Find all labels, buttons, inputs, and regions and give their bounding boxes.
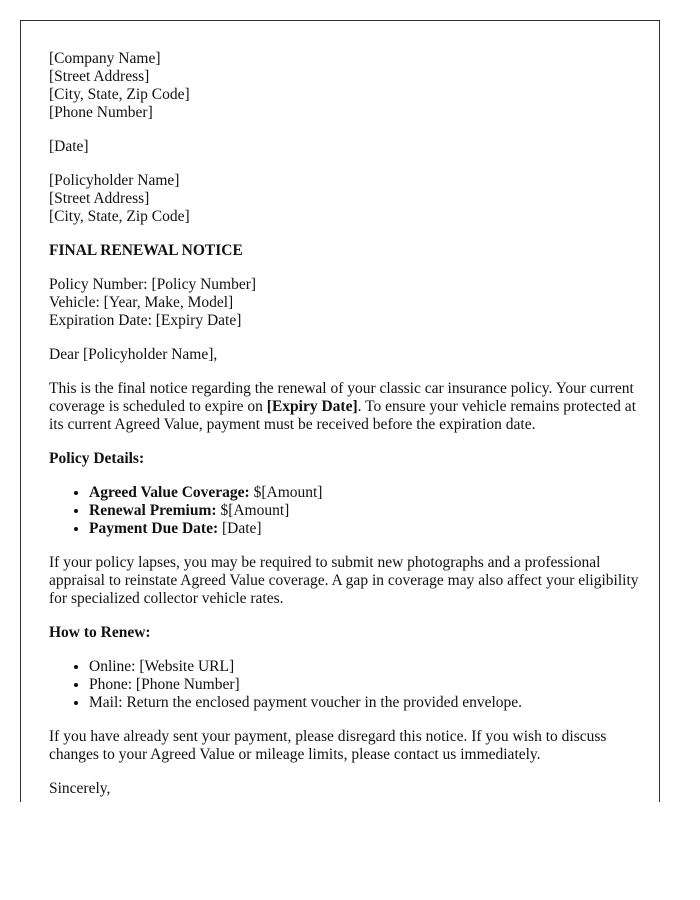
sender-address: [49, 50, 639, 122]
lapse-paragraph: If your policy lapses, you may be required to submit new photographs and a professional appraisal to reinstate Agreed Value coverage. A gap in coverage may also affect your eligibility for specialized collector vehicle rates.: [49, 554, 639, 607]
policy-number-label: Policy Number:: [49, 276, 148, 293]
detail-value: [Date]: [218, 520, 262, 537]
recipient-address: [49, 172, 639, 226]
sender-city-state-zip: [City, State, Zip Code]: [49, 86, 190, 103]
signoff: Sincerely,: [49, 780, 111, 797]
policy-number-line: [49, 276, 639, 294]
notice-title: FINAL RENEWAL NOTICE: [49, 242, 243, 259]
recipient-name: [Policyholder Name]: [49, 172, 180, 189]
intro-paragraph: [49, 380, 639, 434]
list-item: • Phone: [Phone Number]: [89, 676, 639, 694]
list-item: • Online: [Website URL]: [89, 658, 639, 676]
policy-info: [49, 276, 639, 330]
detail-value: $[Amount]: [249, 484, 323, 501]
letter-date: [49, 138, 639, 156]
how-to-renew-heading: How to Renew:: [49, 624, 151, 641]
salutation: Dear [Policyholder Name],: [49, 346, 218, 363]
vehicle-value: [Year, Make, Model]: [103, 294, 234, 311]
recipient-city-state-zip: [City, State, Zip Code]: [49, 208, 190, 225]
detail-value: $[Amount]: [216, 502, 290, 519]
list-item: [89, 484, 639, 502]
recipient-street: [Street Address]: [49, 190, 150, 207]
detail-label: Agreed Value Coverage:: [89, 484, 250, 501]
list-item: • Mail: Return the enclosed payment voucher in the provided envelope.: [89, 694, 639, 712]
vehicle-label: Vehicle:: [49, 294, 100, 311]
list-item: [89, 520, 639, 538]
policy-number-value: [Policy Number]: [151, 276, 257, 293]
sender-company: [Company Name]: [49, 50, 161, 67]
date-text: [Date]: [49, 138, 89, 155]
sender-phone: [Phone Number]: [49, 104, 153, 121]
vehicle-line: [49, 294, 639, 312]
expiration-label: Expiration Date:: [49, 312, 152, 329]
intro-text-1: This is the final notice regarding the renewal of your classic car insurance policy. Your current coverage is scheduled to expire on: [49, 380, 634, 415]
how-to-renew-list: [49, 658, 639, 712]
detail-label: Renewal Premium:: [89, 502, 217, 519]
expiration-value: [Expiry Date]: [155, 312, 242, 329]
letter-page: [20, 20, 660, 802]
expiration-line: [49, 312, 639, 330]
intro-expiry-date: [Expiry Date]: [266, 398, 358, 415]
letter-content: [49, 50, 639, 802]
list-item: [89, 502, 639, 520]
closing-paragraph: If you have already sent your payment, please disregard this notice. If you wish to discuss changes to your Agreed Value or mileage limits, please contact us immediately.: [49, 728, 607, 763]
intro-text-2: . To ensure your vehicle remains protected at its current Agreed Value, payment must be received before the expiration date.: [49, 398, 636, 433]
sender-street: [Street Address]: [49, 68, 150, 85]
policy-details-list: [49, 484, 639, 538]
detail-label: Payment Due Date:: [89, 520, 219, 537]
policy-details-heading: Policy Details:: [49, 450, 145, 467]
